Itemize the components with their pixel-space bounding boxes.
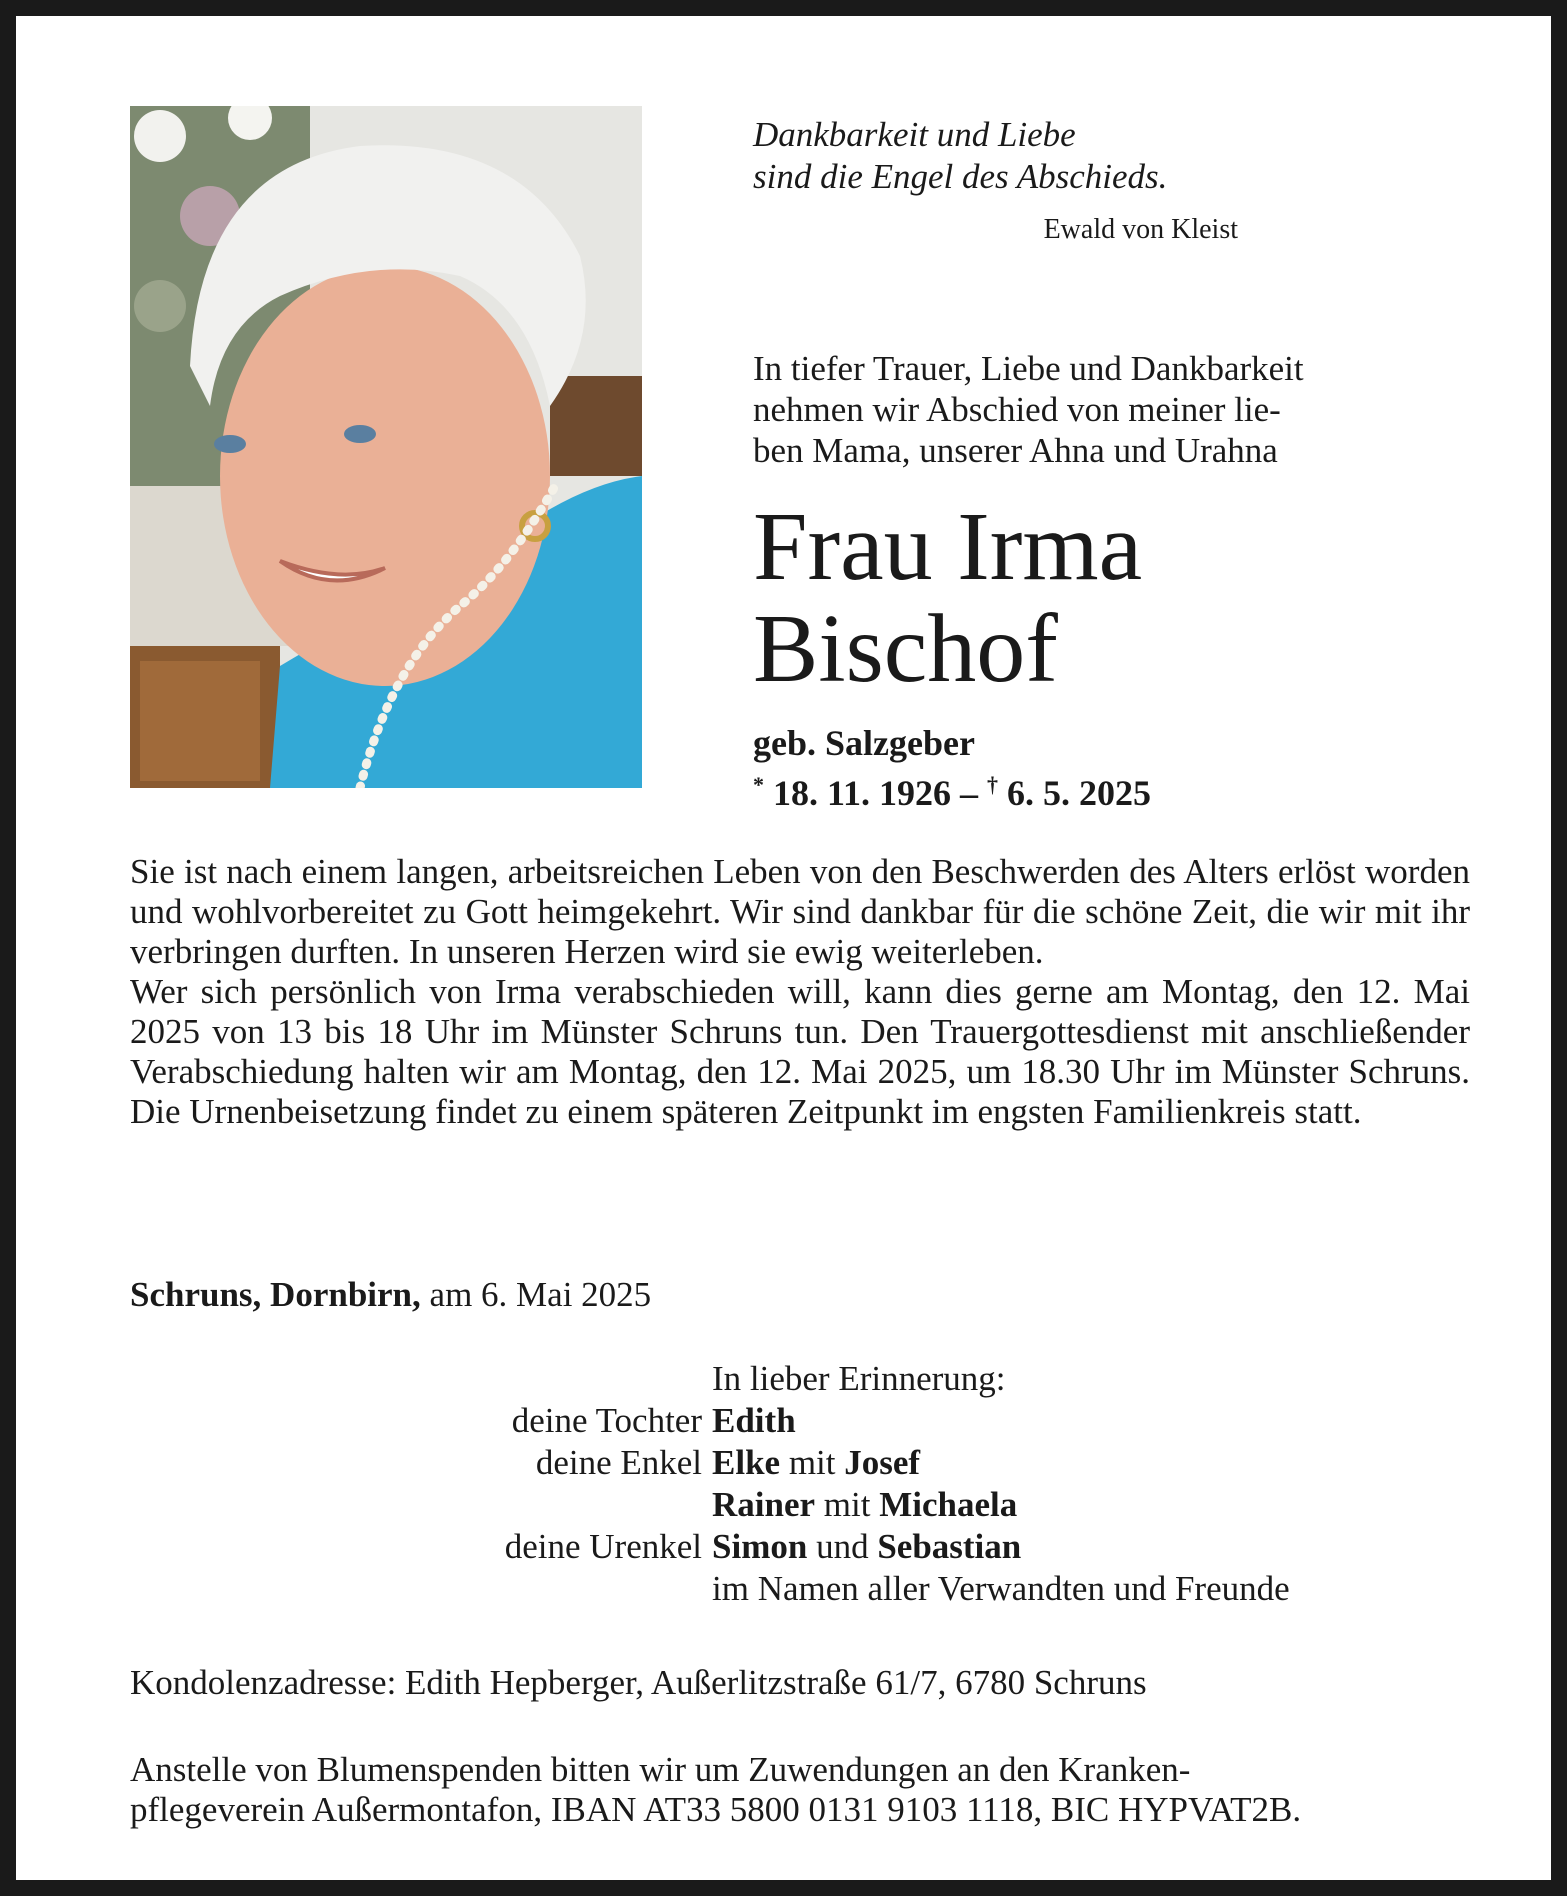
places: Schruns, Dornbirn, xyxy=(130,1275,421,1314)
quote-author: Ewald von Kleist xyxy=(1043,214,1238,245)
relation-label: deine Enkel xyxy=(535,1443,702,1482)
mourner-name: Elke xyxy=(712,1443,781,1482)
donation-line-1: Anstelle von Blumenspenden bitten wir um Zuwendungen an den Kranken- xyxy=(130,1750,1191,1789)
mourner-name: Josef xyxy=(844,1443,921,1482)
intro-line-2: nehmen wir Abschied von meiner lie- xyxy=(753,390,1281,429)
relation-label: deine Tochter xyxy=(511,1401,702,1440)
mourners-closing: im Namen aller Verwandten und Freunde xyxy=(712,1569,1290,1608)
death-symbol: † xyxy=(987,772,999,797)
place-and-date xyxy=(130,1274,651,1316)
mourner-name: Sebastian xyxy=(877,1527,1022,1566)
notice-date: am 6. Mai 2025 xyxy=(429,1275,652,1314)
birth-date: 18. 11. 1926 xyxy=(773,773,952,813)
date-range xyxy=(753,764,1151,814)
maiden-name: geb. Salzgeber xyxy=(753,723,975,763)
relation-label: deine Urenkel xyxy=(504,1527,702,1566)
intro-line-3: ben Mama, unserer Ahna und Urahna xyxy=(753,431,1278,470)
mourner-name: Rainer xyxy=(712,1485,816,1524)
intro-line-1: In tiefer Trauer, Liebe und Dankbarkeit xyxy=(753,349,1304,388)
donation-line-2: pflegeverein Außermontafon, IBAN AT33 5800 0131 9103 1118, BIC HYPVAT2B. xyxy=(130,1790,1302,1829)
portrait-photo-illustration xyxy=(130,106,642,788)
life-dates xyxy=(753,722,1151,814)
body-paragraph-1: Sie ist nach einem langen, arbeitsreichen Leben von den Beschwerden des Alters erlöst worden und wohlvorbereitet zu Gott heimgekehrt. Wir sind dankbar für die schöne Zeit, die wir mit ihr verbringen durften. In unseren Herzen wird sie ewig weiterleben. xyxy=(130,852,1470,971)
mourners-heading: In lieber Erinnerung: xyxy=(712,1359,1006,1398)
deceased-name-line-1: Frau Irma xyxy=(753,493,1143,601)
mourner-row-enkel xyxy=(130,1442,1470,1484)
birth-symbol: * xyxy=(753,772,764,797)
mourner-row-tochter xyxy=(130,1400,1470,1442)
connector: mit xyxy=(788,1443,836,1482)
intro-text xyxy=(753,348,1453,471)
donation-note xyxy=(130,1750,1470,1830)
mourner-name: Michaela xyxy=(879,1485,1018,1524)
deceased-name-line-2: Bischof xyxy=(753,595,1058,703)
mourner-row-enkel-2 xyxy=(130,1484,1470,1526)
date-dash: – xyxy=(960,773,979,813)
mourner-row-urenkel xyxy=(130,1526,1470,1568)
connector: und xyxy=(816,1527,869,1566)
quote-line-1: Dankbarkeit und Liebe xyxy=(753,115,1076,154)
portrait-photo xyxy=(130,106,642,788)
deceased-name xyxy=(753,493,1143,703)
mourners-list xyxy=(130,1358,1470,1610)
obituary-body xyxy=(130,852,1470,1132)
condolence-address: Kondolenzadresse: Edith Hepberger, Außerlitzstraße 61/7, 6780 Schruns xyxy=(130,1663,1147,1702)
mourner-name: Edith xyxy=(712,1401,796,1440)
body-paragraph-2: Wer sich persönlich von Irma verabschieden will, kann dies gerne am Montag, den 12. Mai 2025 von 13 bis 18 Uhr im Münster Schruns tun. Den Trauergottesdienst mit anschließender Verabschiedung halten wir am Montag, den 12. Mai 2025, um 18.30 Uhr im Münster Schruns. Die Urnenbeisetzung findet zu einem späteren Zeitpunkt im engsten Familienkreis statt. xyxy=(130,972,1470,1131)
mourners-closing-row xyxy=(130,1568,1470,1610)
connector: mit xyxy=(823,1485,871,1524)
mourners-heading-row xyxy=(130,1358,1470,1400)
death-date: 6. 5. 2025 xyxy=(1007,773,1152,813)
quote-line-2: sind die Engel des Abschieds. xyxy=(753,157,1168,196)
mourner-name: Simon xyxy=(712,1527,808,1566)
quote xyxy=(753,114,1238,198)
